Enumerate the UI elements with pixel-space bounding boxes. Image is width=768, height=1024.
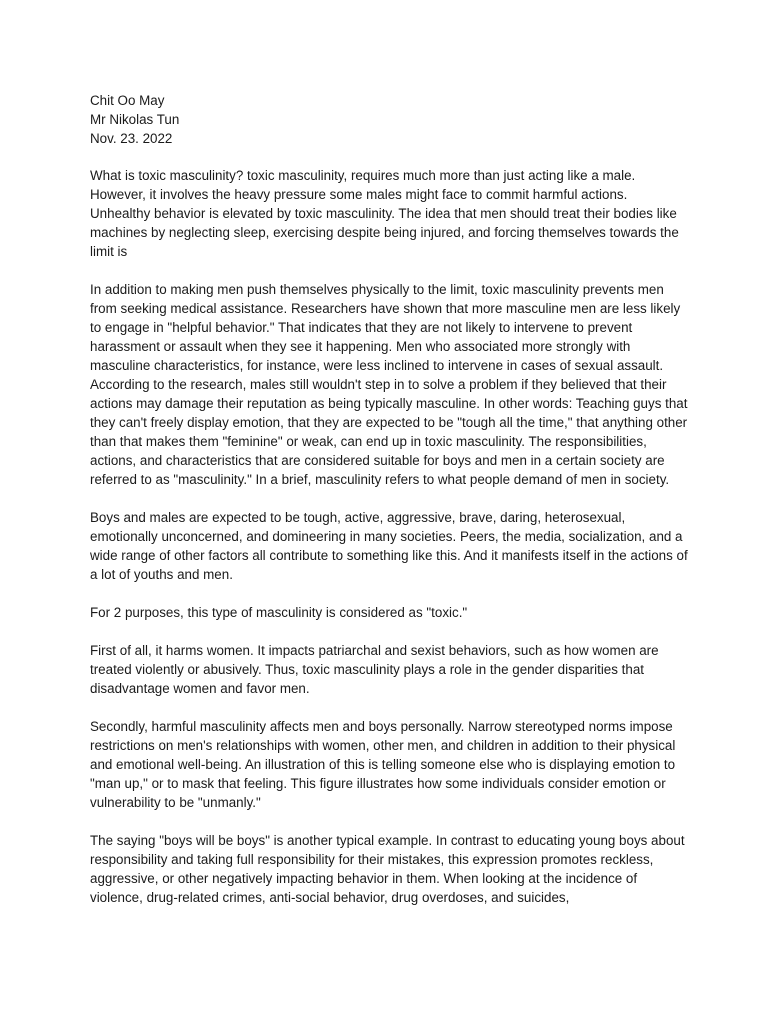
paragraph-3: Boys and males are expected to be tough, active, aggressive, brave, daring, heterosexual, emotionally unconcerned, and domineering in many societies. Peers, the media, socialization, and a wide range of other factors all contribute to something like this. And it manifests itself in the actions of a lot of youths and men.	[90, 510, 688, 582]
teacher-name: Mr Nikolas Tun	[90, 112, 180, 127]
author-name: Chit Oo May	[90, 93, 165, 108]
paragraph-5: First of all, it harms women. It impacts patriarchal and sexist behaviors, such as how women are treated violently or abusively. Thus, toxic masculinity plays a role in the gender disparities that disadvantage women and favor men.	[90, 643, 659, 696]
document-header	[90, 91, 690, 148]
paragraph-2: In addition to making men push themselves physically to the limit, toxic masculinity prevents men from seeking medical assistance. Researchers have shown that more masculine men are less likely to engage in "helpful behavior." That indicates that they are not likely to intervene to prevent harassment or assault when they see it happening. Men who associated more strongly with masculine characteristics, for instance, were less inclined to intervene in cases of sexual assault. According to the research, males still wouldn't step in to solve a problem if they believed that their actions may damage their reputation as being typically masculine. In other words: Teaching guys that they can't freely display emotion, that they are expected to be "tough all the time," that anything other than that makes them "feminine" or weak, can end up in toxic masculinity. The responsibilities, actions, and characteristics that are considered suitable for boys and men in a certain society are referred to as "masculinity." In a brief, masculinity refers to what people demand of men in society.	[90, 282, 688, 487]
document-body	[90, 166, 690, 907]
paragraph-7: The saying "boys will be boys" is another typical example. In contrast to educating young boys about responsibility and taking full responsibility for their mistakes, this expression promotes reckless, aggressive, or other negatively impacting behavior in them. When looking at the incidence of violence, drug-related crimes, anti-social behavior, drug overdoses, and suicides,	[90, 833, 685, 905]
paragraph-1: What is toxic masculinity? toxic masculinity, requires much more than just acting like a male. However, it involves the heavy pressure some males might face to commit harmful actions. Unhealthy behavior is elevated by toxic masculinity. The idea that men should treat their bodies like machines by neglecting sleep, exercising despite being injured, and forcing themselves towards the limit is	[90, 168, 679, 259]
document-date: Nov. 23. 2022	[90, 131, 173, 146]
paragraph-4: For 2 purposes, this type of masculinity is considered as "toxic."	[90, 605, 468, 620]
paragraph-6: Secondly, harmful masculinity affects men and boys personally. Narrow stereotyped norms impose restrictions on men's relationships with women, other men, and children in addition to their physical and emotional well-being. An illustration of this is telling someone else who is displaying emotion to "man up," or to mask that feeling. This figure illustrates how some individuals consider emotion or vulnerability to be "unmanly."	[90, 719, 676, 810]
document-page	[90, 91, 690, 907]
